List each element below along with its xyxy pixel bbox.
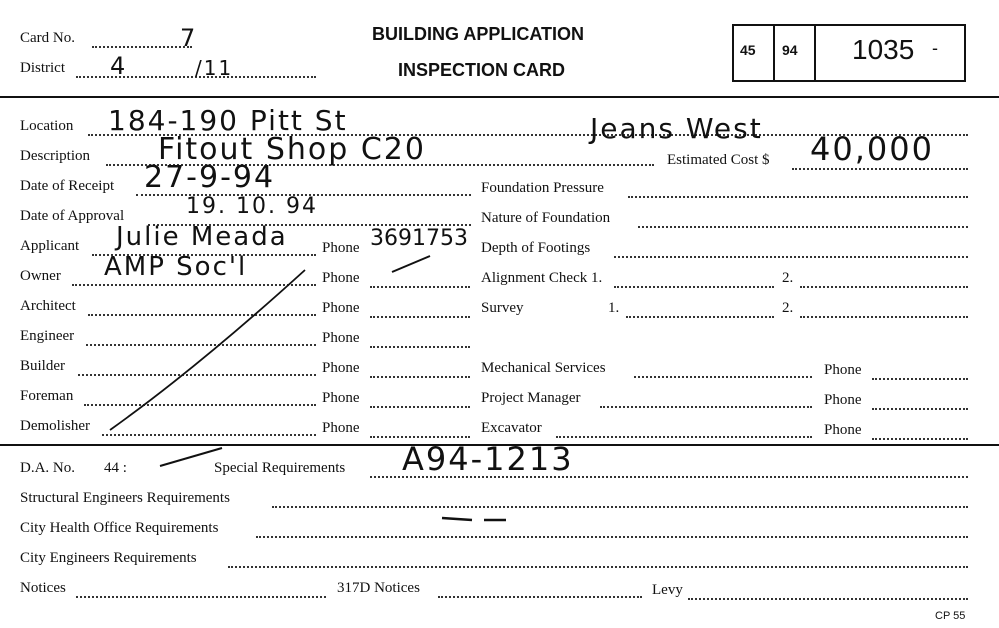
- levy-line: [688, 598, 968, 600]
- foundation-pressure-label: Foundation Pressure: [481, 180, 604, 196]
- description-label: Description: [20, 148, 90, 164]
- demolisher-phone-label: Phone: [322, 420, 360, 436]
- box-cell-3: 1035: [852, 34, 915, 65]
- date-approval-value: 19. 10. 94: [186, 194, 318, 219]
- card-no-label: Card No.: [20, 30, 75, 46]
- survey-1-label: 1.: [608, 300, 620, 316]
- structural-line: [272, 506, 968, 508]
- project-manager-line: [600, 406, 812, 408]
- description-value: Fitout Shop C20: [158, 132, 426, 167]
- notices-317d-label: 317D Notices: [337, 580, 420, 596]
- date-receipt-value: 27-9-94: [144, 160, 276, 195]
- owner-phone-label: Phone: [322, 270, 360, 286]
- health-label: City Health Office Requirements: [20, 520, 219, 536]
- mechanical-phone-line: [872, 378, 968, 380]
- strike-line-left: [110, 270, 305, 430]
- mechanical-label: Mechanical Services: [481, 360, 606, 376]
- applicant-value: Julie Meada: [116, 222, 288, 252]
- survey-line-2: [800, 316, 968, 318]
- box-cell-2: 94: [782, 42, 798, 58]
- strike-line-phone: [392, 256, 430, 272]
- da-no-label: D.A. No.: [20, 460, 75, 476]
- applicant-label: Applicant: [20, 238, 80, 254]
- applicant-phone-value: 3691753: [370, 226, 468, 251]
- engineer-label: Engineer: [20, 328, 75, 344]
- project-manager-label: Project Manager: [481, 390, 581, 406]
- nature-foundation-label: Nature of Foundation: [481, 210, 611, 226]
- excavator-phone-line: [872, 438, 968, 440]
- builder-phone-label: Phone: [322, 360, 360, 376]
- levy-label: Levy: [652, 582, 683, 598]
- location-label: Location: [20, 118, 74, 134]
- owner-label: Owner: [20, 268, 61, 284]
- alignment-check-line-2: [800, 286, 968, 288]
- form-code: CP 55: [935, 610, 966, 622]
- box-cell-3-suffix: -: [932, 38, 938, 58]
- city-engineers-label: City Engineers Requirements: [20, 550, 197, 566]
- builder-label: Builder: [20, 358, 65, 374]
- form-title-line2: INSPECTION CARD: [398, 60, 566, 80]
- dash-mark: [442, 518, 506, 520]
- location-note: Jeans West: [590, 112, 763, 145]
- estimated-cost-label: Estimated Cost $: [667, 152, 770, 168]
- alignment-check-label: Alignment Check 1.: [481, 270, 603, 286]
- project-manager-phone-line: [872, 408, 968, 410]
- mechanical-phone-label: Phone: [824, 362, 862, 378]
- foreman-phone-label: Phone: [322, 390, 360, 406]
- location-value: 184-190 Pitt St: [108, 104, 348, 137]
- strike-line-da: [160, 448, 222, 466]
- notices-line: [76, 596, 326, 598]
- notices-317d-line: [438, 596, 642, 598]
- alignment-check-2-label: 2.: [782, 270, 794, 286]
- special-requirements-value: A94-1213: [402, 440, 574, 478]
- form-title-line1: BUILDING APPLICATION: [372, 24, 584, 44]
- structural-label: Structural Engineers Requirements: [20, 490, 230, 506]
- nature-foundation-line: [638, 226, 968, 228]
- architect-phone-label: Phone: [322, 300, 360, 316]
- owner-value: AMP Soc'l: [104, 252, 248, 282]
- foreman-label: Foreman: [20, 388, 74, 404]
- da-no-value: 44 :: [104, 460, 127, 476]
- demolisher-label: Demolisher: [20, 418, 90, 434]
- survey-2-label: 2.: [782, 300, 794, 316]
- applicant-phone-label: Phone: [322, 240, 360, 256]
- notices-label: Notices: [20, 580, 66, 596]
- project-manager-phone-label: Phone: [824, 392, 862, 408]
- excavator-phone-label: Phone: [824, 422, 862, 438]
- district-label: District: [20, 60, 65, 76]
- alignment-check-line-1: [614, 286, 774, 288]
- excavator-line: [556, 436, 812, 438]
- box-cell-1: 45: [740, 42, 756, 58]
- survey-line-1: [626, 316, 774, 318]
- survey-label: Survey: [481, 300, 524, 316]
- health-line: [256, 536, 968, 538]
- excavator-label: Excavator: [481, 420, 542, 436]
- architect-label: Architect: [20, 298, 76, 314]
- date-approval-label: Date of Approval: [20, 208, 125, 224]
- district-value: 4: [110, 52, 128, 80]
- depth-footings-label: Depth of Footings: [481, 240, 591, 256]
- date-receipt-label: Date of Receipt: [20, 178, 115, 194]
- depth-footings-line: [614, 256, 968, 258]
- foundation-pressure-line: [628, 196, 968, 198]
- district-extra: /11: [195, 56, 234, 80]
- city-engineers-line: [228, 566, 968, 568]
- engineer-phone-label: Phone: [322, 330, 360, 346]
- card-no-value: 7: [180, 24, 198, 52]
- estimated-cost-value: 40,000: [810, 130, 934, 168]
- special-requirements-label: Special Requirements: [214, 460, 346, 476]
- mechanical-line: [634, 376, 812, 378]
